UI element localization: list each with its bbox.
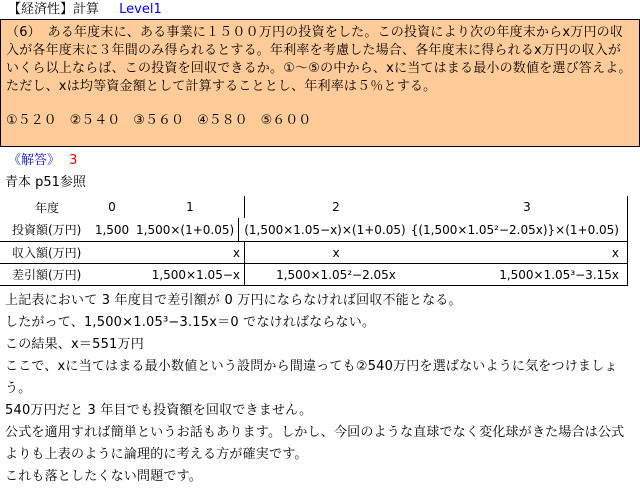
investment-year0-value: 1,500 <box>94 222 130 237</box>
answer-line <box>8 153 640 171</box>
income-year3-value: x <box>427 242 628 263</box>
explanation-line-3: この結果、x＝551万円 <box>5 337 144 352</box>
explanation-section <box>0 290 640 488</box>
investment-year3-formula: {(1,500×1.05²−2.05x)}×(1+0.05) <box>411 218 628 241</box>
table-row-balance <box>0 264 628 286</box>
investment-year1-formula: 1,500×(1+0.05) <box>136 222 235 237</box>
explanation-line-2: したがって、1,500×1.05³−3.15x＝0 でなければならない。 <box>5 315 376 330</box>
category-title: 【経済性】計算 <box>8 2 100 17</box>
balance-year1-formula: 1,500×1.05−x <box>151 267 240 282</box>
answer-label: 《解答》 <box>8 153 61 168</box>
table-row-income <box>0 242 628 264</box>
answer-options: ①５２０ ②５４０ ③５６０ ④５８０ ⑤６００ <box>6 113 312 128</box>
page-title <box>0 0 640 17</box>
investment-year2-formula: (1,500×1.05−x)×(1+0.05) <box>244 222 406 237</box>
balance-year3-formula: 1,500×1.05³−3.15x <box>427 264 628 285</box>
explanation-line-1: 上記表において 3 年度目で差引額が 0 万円にならなければ回収不能となる。 <box>5 293 462 308</box>
investment-row-label: 投資額(万円) <box>12 223 82 237</box>
income-left-section <box>0 242 245 263</box>
income-year1-value: x <box>232 245 240 260</box>
year-1-header: 1 <box>186 200 194 214</box>
balance-year2-formula: 1,500×1.05²−2.05x <box>276 267 396 282</box>
explanation-line-7: これも落としたくない問題です。 <box>5 469 202 484</box>
investment-left-section <box>0 218 239 241</box>
year-0-header: 0 <box>108 200 116 214</box>
balance-left-section <box>0 264 245 285</box>
question-box <box>0 19 640 147</box>
question-text: （6） ある年度末に、ある事業に１５００万円の投資をした。この投資により次の年度末からx万円の収入が各年度末に３年間のみ得られるとする。年利率を考慮した場合、各年度末に得られるx万円の収入がいくら以上ならば、この投資を回収できるか。①～⑤の中から、xに当てはまる最小の数値を選び答えよ。ただし、xは均等資金額として計算することとし、年利率は５％とする。 <box>6 25 632 94</box>
explanation-line-6: 公式を適用すれば簡単というお話もあります。しかし、今回のような直球でなく変化球がきた場合は公式よりも上表のように論理的に考える方が確実です。 <box>5 425 625 462</box>
reference-note: 青本 p51参照 <box>5 175 86 190</box>
year-2-header: 2 <box>332 200 340 214</box>
income-year2-value: x <box>332 245 340 260</box>
table-header-row <box>0 196 628 218</box>
explanation-line-5: 540万円だと 3 年目でも投資額を回収できません。 <box>5 403 313 418</box>
year-3-header: 3 <box>427 196 628 218</box>
table-header-left-section <box>0 196 245 218</box>
level-badge: Level1 <box>119 2 162 17</box>
answer-value: 3 <box>69 153 78 168</box>
investment-table <box>0 196 628 286</box>
table-corner-year-label: 年度 <box>34 200 59 215</box>
balance-row-label: 差引額(万円) <box>12 268 82 282</box>
income-row-label: 収入額(万円) <box>12 246 82 260</box>
table-row-investment <box>0 218 628 242</box>
explanation-line-4: ここで、xに当てはまる最小数値という設問から間違っても②540万円を選ばないように気をつけましょう。 <box>5 359 618 396</box>
